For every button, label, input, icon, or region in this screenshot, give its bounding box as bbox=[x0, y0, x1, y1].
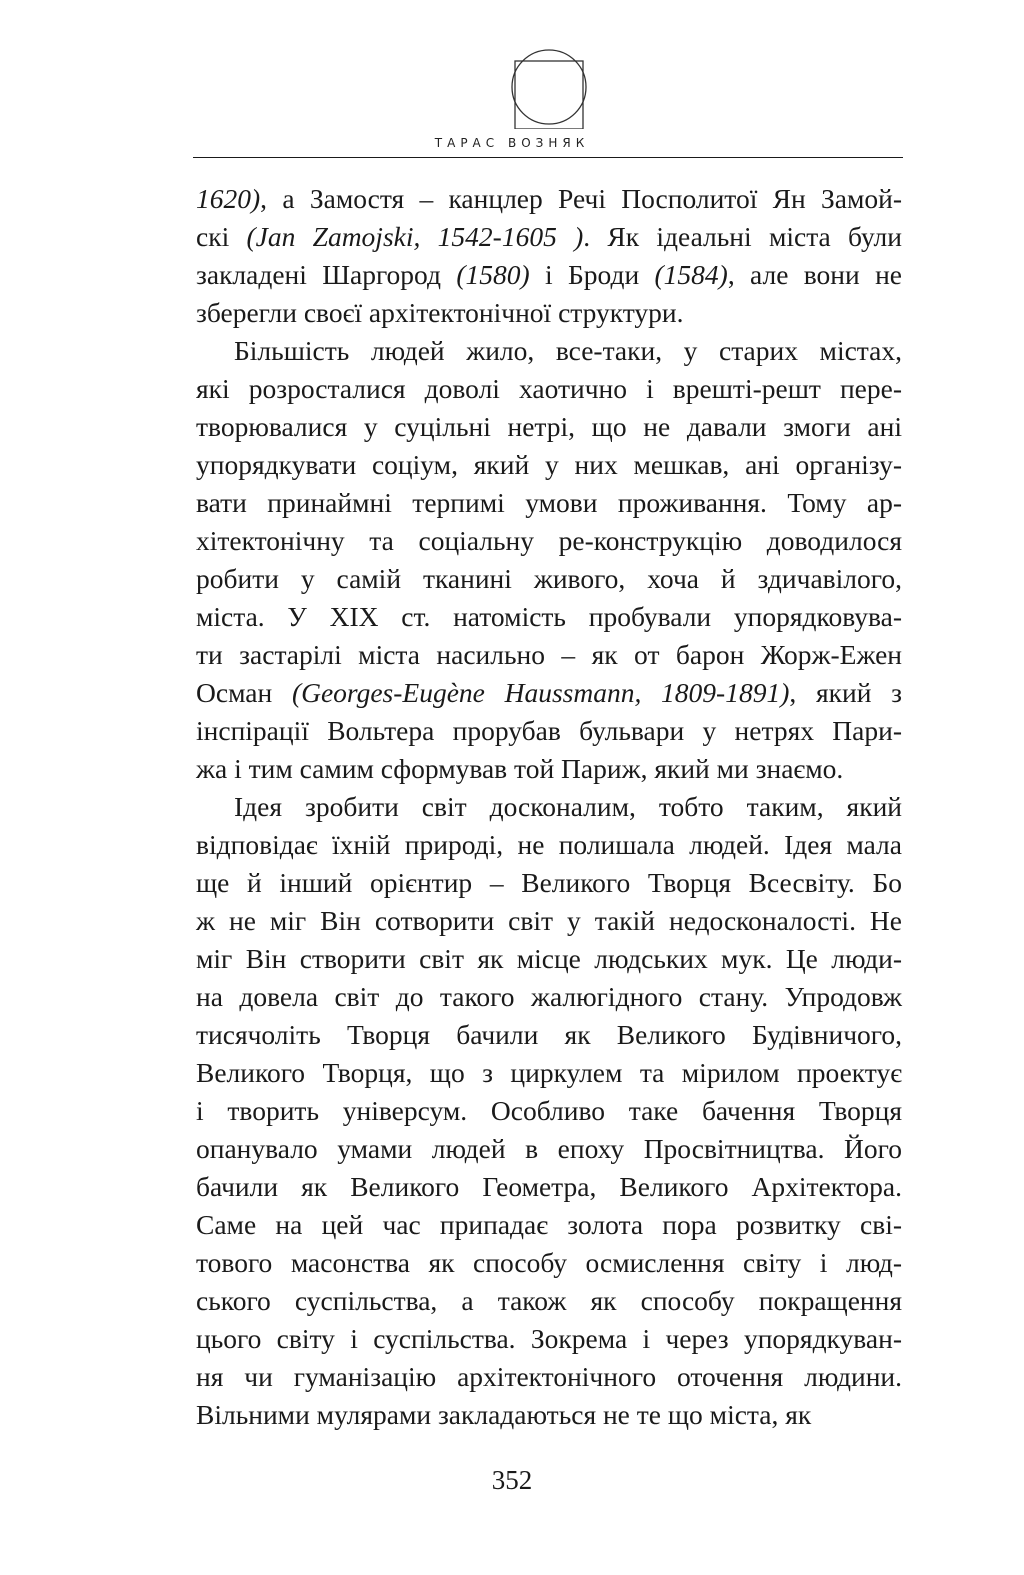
italic-segment: (1580) bbox=[456, 259, 530, 290]
page-number: 352 bbox=[491, 1465, 533, 1495]
text-line bbox=[196, 598, 902, 636]
text-line bbox=[196, 978, 902, 1016]
italic-segment: 1620) bbox=[196, 183, 261, 214]
text-line bbox=[196, 750, 902, 788]
text-line bbox=[196, 712, 902, 750]
text-line bbox=[196, 1244, 902, 1282]
body-text bbox=[196, 180, 902, 1434]
text-line bbox=[196, 674, 902, 712]
text-segment: закладені Шаргород bbox=[196, 259, 457, 290]
text-line bbox=[196, 256, 902, 294]
text-segment: . Як ідеальні міста були bbox=[583, 221, 902, 252]
text-segment: робити у самій тканині живого, хоча й здичавілого, bbox=[196, 563, 902, 594]
text-segment: упорядкувати соціум, який у них мешкав, ані організу- bbox=[196, 449, 902, 480]
text-segment: які розросталися доволі хаотично і врешті-решт пере- bbox=[196, 373, 902, 404]
text-segment: інспірації Вольтера прорубав бульвари у нетрях Пари- bbox=[196, 715, 902, 746]
text-line bbox=[196, 636, 902, 674]
text-segment: Саме на цей час припадає золота пора розвитку сві- bbox=[196, 1209, 902, 1240]
text-line bbox=[196, 370, 902, 408]
text-segment: , який з bbox=[789, 677, 902, 708]
text-line bbox=[196, 940, 902, 978]
text-segment: на довела світ до такого жалюгідного стану. Упродовж bbox=[196, 981, 902, 1012]
running-head-author: ТАРАС ВОЗНЯК bbox=[434, 136, 590, 150]
text-segment: жа і тим самим сформував той Париж, який ми знаємо. bbox=[196, 753, 844, 784]
italic-segment: (Georges-Eugène Haussmann, 1809-1891) bbox=[291, 677, 790, 708]
text-line bbox=[196, 826, 902, 864]
text-segment: зберегли своєї архітектонічної структури. bbox=[196, 297, 684, 328]
circle-square-logo-icon bbox=[510, 47, 588, 129]
text-segment: вати принаймні терпимі умови проживання. Тому ар- bbox=[196, 487, 902, 518]
text-segment: тового масонства як способу осмислення світу і люд- bbox=[196, 1247, 902, 1278]
text-line bbox=[196, 408, 902, 446]
text-line bbox=[196, 1320, 902, 1358]
text-line bbox=[196, 332, 902, 370]
text-segment: хітектонічну та соціальну ре-конструкцію доводилося bbox=[196, 525, 902, 556]
text-segment: ського суспільства, а також як способу покращення bbox=[196, 1285, 902, 1316]
text-line bbox=[196, 788, 902, 826]
text-segment: ж не міг Він сотворити світ у такій недосконалості. Не bbox=[196, 905, 902, 936]
text-segment: Великого Творця, що з циркулем та мірилом проектує bbox=[196, 1057, 902, 1088]
text-line bbox=[196, 1092, 902, 1130]
text-segment: Ідея зробити світ досконалим, тобто таким, який bbox=[234, 791, 902, 822]
text-line bbox=[196, 1168, 902, 1206]
text-segment: відповідає їхній природі, не полишала людей. Ідея мала bbox=[196, 829, 902, 860]
text-segment: ще й інший орієнтир – Великого Творця Всесвіту. Бо bbox=[196, 867, 902, 898]
text-line bbox=[196, 1206, 902, 1244]
text-segment: ти застарілі міста насильно – як от барон Жорж-Ежен bbox=[196, 639, 902, 670]
text-segment: бачили як Великого Геометра, Великого Архітектора. bbox=[196, 1171, 902, 1202]
header-rule bbox=[193, 157, 903, 158]
paragraph bbox=[196, 332, 902, 788]
text-segment: міста. У ХІХ ст. натомість пробували упорядковува- bbox=[196, 601, 902, 632]
text-line bbox=[196, 294, 902, 332]
text-segment: і Броди bbox=[529, 259, 655, 290]
text-segment: творювалися у суцільні нетрі, що не давали змоги ані bbox=[196, 411, 902, 442]
text-segment: Осман bbox=[196, 677, 292, 708]
text-segment: скі bbox=[196, 221, 247, 252]
text-line bbox=[196, 1396, 902, 1434]
text-segment: цього світу і суспільства. Зокрема і через упорядкуван- bbox=[196, 1323, 902, 1354]
text-segment: Вільними мулярами закладаються не те що міста, як bbox=[196, 1399, 812, 1430]
italic-segment: (1584) bbox=[654, 259, 728, 290]
text-segment: тисячоліть Творця бачили як Великого Будівничого, bbox=[196, 1019, 902, 1050]
text-line bbox=[196, 484, 902, 522]
text-segment: , але вони не bbox=[727, 259, 902, 290]
text-line bbox=[196, 1054, 902, 1092]
text-line bbox=[196, 560, 902, 598]
text-segment: і творить універсум. Особливо таке бачення Творця bbox=[196, 1095, 902, 1126]
text-line bbox=[196, 522, 902, 560]
text-line bbox=[196, 218, 902, 256]
text-line bbox=[196, 864, 902, 902]
text-segment: міг Він створити світ як місце людських мук. Це люди- bbox=[196, 943, 902, 974]
text-line bbox=[196, 180, 902, 218]
paragraph bbox=[196, 788, 902, 1434]
text-line bbox=[196, 1358, 902, 1396]
italic-segment: (Jan Zamojski, 1542-1605 ) bbox=[246, 221, 584, 252]
text-line bbox=[196, 902, 902, 940]
text-line bbox=[196, 1130, 902, 1168]
text-segment: опанувало умами людей в епоху Просвітництва. Його bbox=[196, 1133, 902, 1164]
text-line bbox=[196, 1282, 902, 1320]
text-line bbox=[196, 446, 902, 484]
text-segment: , а Замостя – канцлер Речі Посполитої Ян Замой- bbox=[260, 183, 902, 214]
text-segment: Більшість людей жило, все-таки, у старих містах, bbox=[234, 335, 902, 366]
paragraph bbox=[196, 180, 902, 332]
text-segment: ня чи гуманізацію архітектонічного оточення людини. bbox=[196, 1361, 902, 1392]
text-line bbox=[196, 1016, 902, 1054]
